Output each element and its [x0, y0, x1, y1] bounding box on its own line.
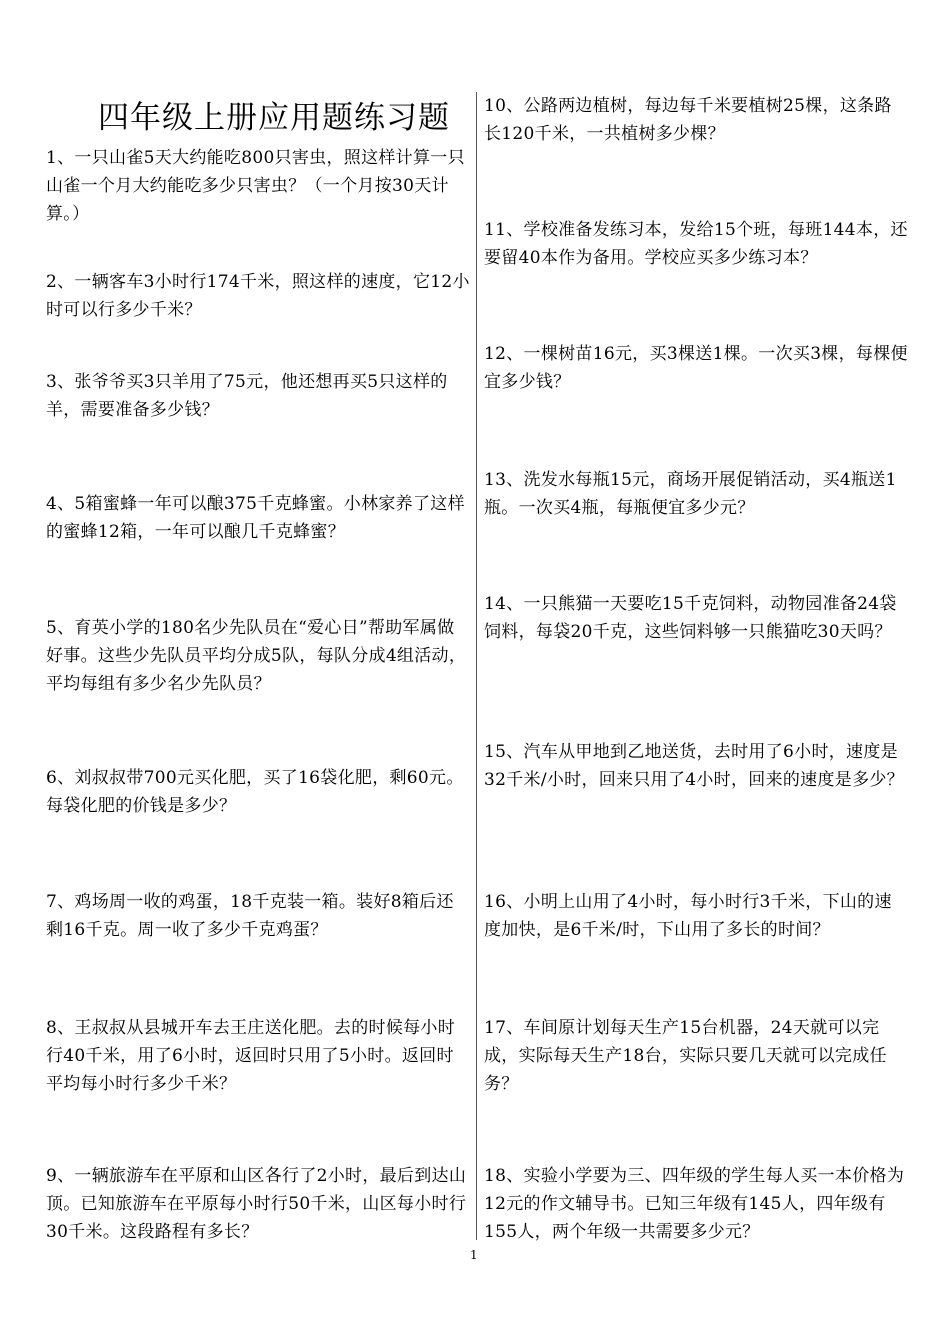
question-2: 2、一辆客车3小时行174千米，照这样的速度，它12小时可以行多少千米？	[46, 272, 470, 320]
question-9: 9、一辆旅游车在平原和山区各行了2小时，最后到达山顶。已知旅游车在平原每小时行50千米，山区每小时行30千米。这段路程有多长？	[46, 1166, 467, 1242]
question-15: 15、汽车从甲地到乙地送货，去时用了6小时，速度是32千米/小时，回来只用了4小时，回来的速度是多少？	[484, 742, 904, 790]
question-17: 17、车间原计划每天生产15台机器，24天就可以完成，实际每天生产18台，实际只要几天就可以完成任务？	[484, 1018, 887, 1094]
page-title: 四年级上册应用题练习题	[98, 100, 450, 136]
question-10: 10、公路两边植树，每边每千米要植树25棵，这条路长120千米，一共植树多少棵？	[484, 96, 892, 144]
question-14: 14、一只熊猫一天要吃15千克饲料，动物园准备24袋饲料，每袋20千克，这些饲料够一只熊猫吃30天吗？	[484, 594, 897, 642]
question-4: 4、5箱蜜蜂一年可以酿375千克蜂蜜。小林家养了这样的蜜蜂12箱，一年可以酿几千克蜂蜜？	[46, 494, 465, 542]
question-16: 16、小明上山用了4小时，每小时行3千米，下山的速度加快，是6千米/时，下山用了多长的时间？	[484, 892, 892, 940]
question-18: 18、实验小学要为三、四年级的学生每人买一本价格为12元的作文辅导书。已知三年级有145人，四年级有155人，两个年级一共需要多少元？	[484, 1166, 905, 1242]
question-1: 1、一只山雀5天大约能吃800只害虫，照这样计算一只山雀一个月大约能吃多少只害虫？（一个月按30天计算。）	[46, 148, 465, 224]
question-8: 8、王叔叔从县城开车去王庄送化肥。去的时候每小时行40千米，用了6小时，返回时只用了5小时。返回时平均每小时行多少千米？	[46, 1018, 456, 1094]
question-11: 11、学校准备发练习本，发给15个班，每班144本，还要留40本作为备用。学校应买多少练习本？	[484, 220, 908, 268]
question-13: 13、洗发水每瓶15元，商场开展促销活动，买4瓶送1瓶。一次买4瓶，每瓶便宜多少元？	[484, 470, 897, 518]
page-number: 1	[470, 1248, 478, 1262]
column-divider	[476, 92, 477, 1240]
question-3: 3、张爷爷买3只羊用了75元，他还想再买5只这样的羊，需要准备多少钱？	[46, 372, 448, 420]
question-5: 5、育英小学的180名少先队员在“爱心日”帮助军属做好事。这些少先队员平均分成5队，每队分成4组活动，平均每组有多少名少先队员？	[46, 618, 467, 694]
question-12: 12、一棵树苗16元，买3棵送1棵。一次买3棵，每棵便宜多少钱？	[484, 344, 908, 392]
question-7: 7、鸡场周一收的鸡蛋，18千克装一箱。装好8箱后还剩16千克。周一收了多少千克鸡蛋？	[46, 892, 454, 940]
question-6: 6、刘叔叔带700元买化肥，买了16袋化肥，剩60元。每袋化肥的价钱是多少？	[46, 768, 464, 816]
